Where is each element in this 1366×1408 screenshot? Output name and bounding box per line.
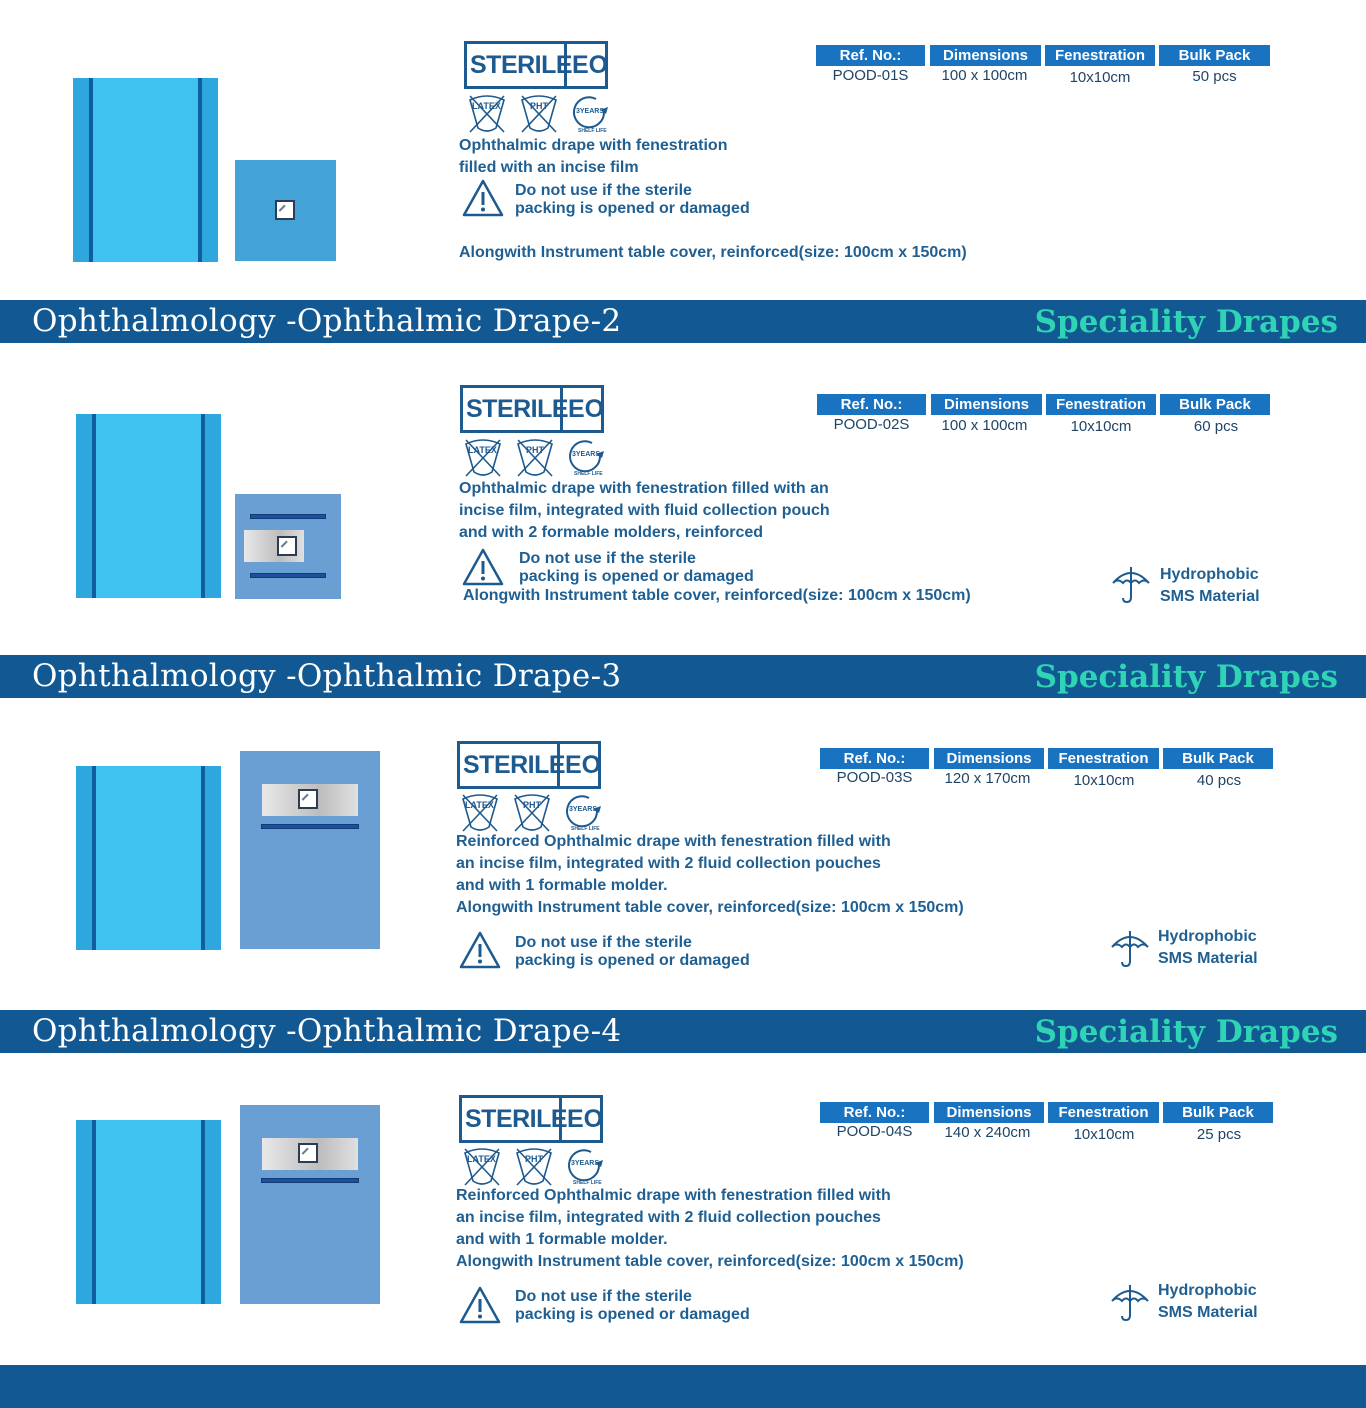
fenestration-value: 10x10cm xyxy=(1073,772,1135,789)
warning-icon xyxy=(458,1285,502,1325)
drape-illustration-large xyxy=(76,414,221,598)
fenestration-value: 10x10cm xyxy=(1073,1126,1135,1143)
table-header-bulk-pack: Bulk Pack xyxy=(1163,1102,1273,1123)
drape-illustration-large xyxy=(76,1120,221,1304)
product-section-1 xyxy=(0,0,1366,300)
table-header-dimensions: Dimensions xyxy=(931,394,1042,415)
drape-illustration-small xyxy=(240,1105,380,1304)
pht-label: PHT xyxy=(530,101,548,111)
product-description: Reinforced Ophthalmic drape with fenestration filled with an incise film, integrated with 2 fluid collection pouches and with 1 formable molder. Alongwith Instrument table cover, reinforced(size: 100cm x 150cm) xyxy=(456,1187,964,1270)
formable-molder-bar xyxy=(250,514,326,519)
latex-label: LATEX xyxy=(465,800,494,810)
speciality-drapes-label: Speciality Drapes xyxy=(1034,659,1338,695)
bulk-pack-value: 40 pcs xyxy=(1196,772,1242,789)
table-header-fenestration: Fenestration xyxy=(1045,45,1155,66)
section-header-band xyxy=(0,1010,1366,1053)
ref-value: POOD-04S xyxy=(836,1123,913,1140)
warning-text: Do not use if the sterile packing is opened or damaged xyxy=(519,550,754,585)
umbrella-icon xyxy=(1110,563,1152,605)
pht-free-icon xyxy=(518,94,560,134)
years-label: 3YEARS xyxy=(569,806,598,813)
ref-value: POOD-02S xyxy=(833,416,910,433)
product-section-4 xyxy=(0,1053,1366,1365)
fenestration-window-icon xyxy=(298,1143,318,1163)
table-header-bulk-pack: Bulk Pack xyxy=(1160,394,1270,415)
pht-label: PHT xyxy=(525,1154,543,1164)
formable-molder-bar xyxy=(261,824,359,829)
years-label: 3YEARS xyxy=(572,451,601,458)
latex-label: LATEX xyxy=(472,101,501,111)
shelf-life-label: SHELF LIFE xyxy=(578,128,607,134)
section-header-band xyxy=(0,655,1366,698)
years-label: 3YEARS xyxy=(576,108,605,115)
warning-text: Do not use if the sterile packing is opened or damaged xyxy=(515,934,750,969)
table-cover-note: Alongwith Instrument table cover, reinforced(size: 100cm x 150cm) xyxy=(459,244,967,261)
table-header-fenestration: Fenestration xyxy=(1048,1102,1159,1123)
table-header-ref: Ref. No.: xyxy=(816,45,925,66)
table-header-fenestration: Fenestration xyxy=(1048,748,1159,769)
section-title: Ophthalmology -Ophthalmic Drape-2 xyxy=(32,303,622,339)
drape-illustration-small xyxy=(235,494,341,599)
table-header-bulk-pack: Bulk Pack xyxy=(1159,45,1270,66)
drape-illustration-large xyxy=(76,766,221,950)
dimensions-value: 100 x 100cm xyxy=(941,417,1028,434)
footer-band xyxy=(0,1365,1366,1408)
sterile-eo-logo: STERILE EO xyxy=(459,1095,603,1143)
table-header-ref: Ref. No.: xyxy=(820,748,929,769)
hydrophobic-label: Hydrophobic SMS Material xyxy=(1158,928,1258,967)
pht-free-icon xyxy=(514,438,556,478)
latex-free-icon xyxy=(462,438,504,478)
shelf-life-label: SHELF LIFE xyxy=(573,1180,602,1186)
product-description: Ophthalmic drape with fenestration filled with an incise film xyxy=(459,137,728,176)
latex-label: LATEX xyxy=(467,1154,496,1164)
latex-free-icon xyxy=(461,1147,503,1187)
fenestration-window-icon xyxy=(277,536,297,556)
drape-illustration-small xyxy=(235,160,336,261)
latex-label: LATEX xyxy=(468,445,497,455)
section-header-band xyxy=(0,300,1366,343)
hydrophobic-label: Hydrophobic SMS Material xyxy=(1160,566,1260,605)
pht-label: PHT xyxy=(526,445,544,455)
years-label: 3YEARS xyxy=(571,1160,600,1167)
latex-free-icon xyxy=(466,94,508,134)
drape-illustration-large xyxy=(73,78,218,262)
warning-text: Do not use if the sterile packing is opened or damaged xyxy=(515,182,750,217)
table-header-ref: Ref. No.: xyxy=(817,394,926,415)
table-header-dimensions: Dimensions xyxy=(934,748,1044,769)
product-section-3 xyxy=(0,698,1366,1010)
table-header-dimensions: Dimensions xyxy=(934,1102,1044,1123)
bulk-pack-value: 50 pcs xyxy=(1192,68,1237,85)
warning-icon xyxy=(461,178,505,218)
fenestration-value: 10x10cm xyxy=(1070,418,1132,435)
umbrella-icon xyxy=(1109,1281,1151,1323)
latex-free-icon xyxy=(459,793,501,833)
section-title: Ophthalmology -Ophthalmic Drape-4 xyxy=(32,1013,622,1049)
section-title: Ophthalmology -Ophthalmic Drape-3 xyxy=(32,658,622,694)
pht-free-icon xyxy=(513,1147,555,1187)
drape-illustration-small xyxy=(240,751,380,949)
umbrella-icon xyxy=(1109,927,1151,969)
warning-icon xyxy=(461,547,505,587)
bulk-pack-value: 60 pcs xyxy=(1193,418,1239,435)
table-cover-note: Alongwith Instrument table cover, reinforced(size: 100cm x 150cm) xyxy=(463,587,971,604)
product-description: Ophthalmic drape with fenestration filled with an incise film, integrated with fluid collection pouch and with 2 formable molders, reinforced xyxy=(459,480,830,541)
ref-value: POOD-01S xyxy=(832,67,909,84)
sterile-eo-logo: STERILE EO xyxy=(464,41,608,89)
shelf-life-label: SHELF LIFE xyxy=(571,826,600,832)
table-header-ref: Ref. No.: xyxy=(820,1102,929,1123)
fenestration-window-icon xyxy=(298,789,318,809)
pht-free-icon xyxy=(511,793,553,833)
dimensions-value: 120 x 170cm xyxy=(944,770,1031,787)
formable-molder-bar xyxy=(261,1178,359,1183)
speciality-drapes-label: Speciality Drapes xyxy=(1034,304,1338,340)
dimensions-value: 140 x 240cm xyxy=(944,1124,1031,1141)
table-header-dimensions: Dimensions xyxy=(930,45,1041,66)
pht-label: PHT xyxy=(523,800,541,810)
dimensions-value: 100 x 100cm xyxy=(941,67,1028,84)
ref-value: POOD-03S xyxy=(836,769,913,786)
bulk-pack-value: 25 pcs xyxy=(1196,1126,1242,1143)
table-header-bulk-pack: Bulk Pack xyxy=(1163,748,1273,769)
sterile-eo-logo: STERILE EO xyxy=(457,741,601,789)
sterile-eo-logo: STERILE EO xyxy=(460,385,604,433)
warning-icon xyxy=(458,930,502,970)
speciality-drapes-label: Speciality Drapes xyxy=(1034,1014,1338,1050)
warning-text: Do not use if the sterile packing is opened or damaged xyxy=(515,1288,750,1323)
fenestration-value: 10x10cm xyxy=(1069,69,1131,86)
table-header-fenestration: Fenestration xyxy=(1046,394,1156,415)
shelf-life-label: SHELF LIFE xyxy=(574,471,603,477)
hydrophobic-label: Hydrophobic SMS Material xyxy=(1158,1282,1258,1321)
product-description: Reinforced Ophthalmic drape with fenestration filled with an incise film, integrated with 2 fluid collection pouches and with 1 formable molder. Alongwith Instrument table cover, reinforced(size: 100cm x 150cm) xyxy=(456,833,964,916)
fenestration-window-icon xyxy=(275,200,295,220)
product-section-2 xyxy=(0,343,1366,655)
formable-molder-bar xyxy=(250,573,326,578)
